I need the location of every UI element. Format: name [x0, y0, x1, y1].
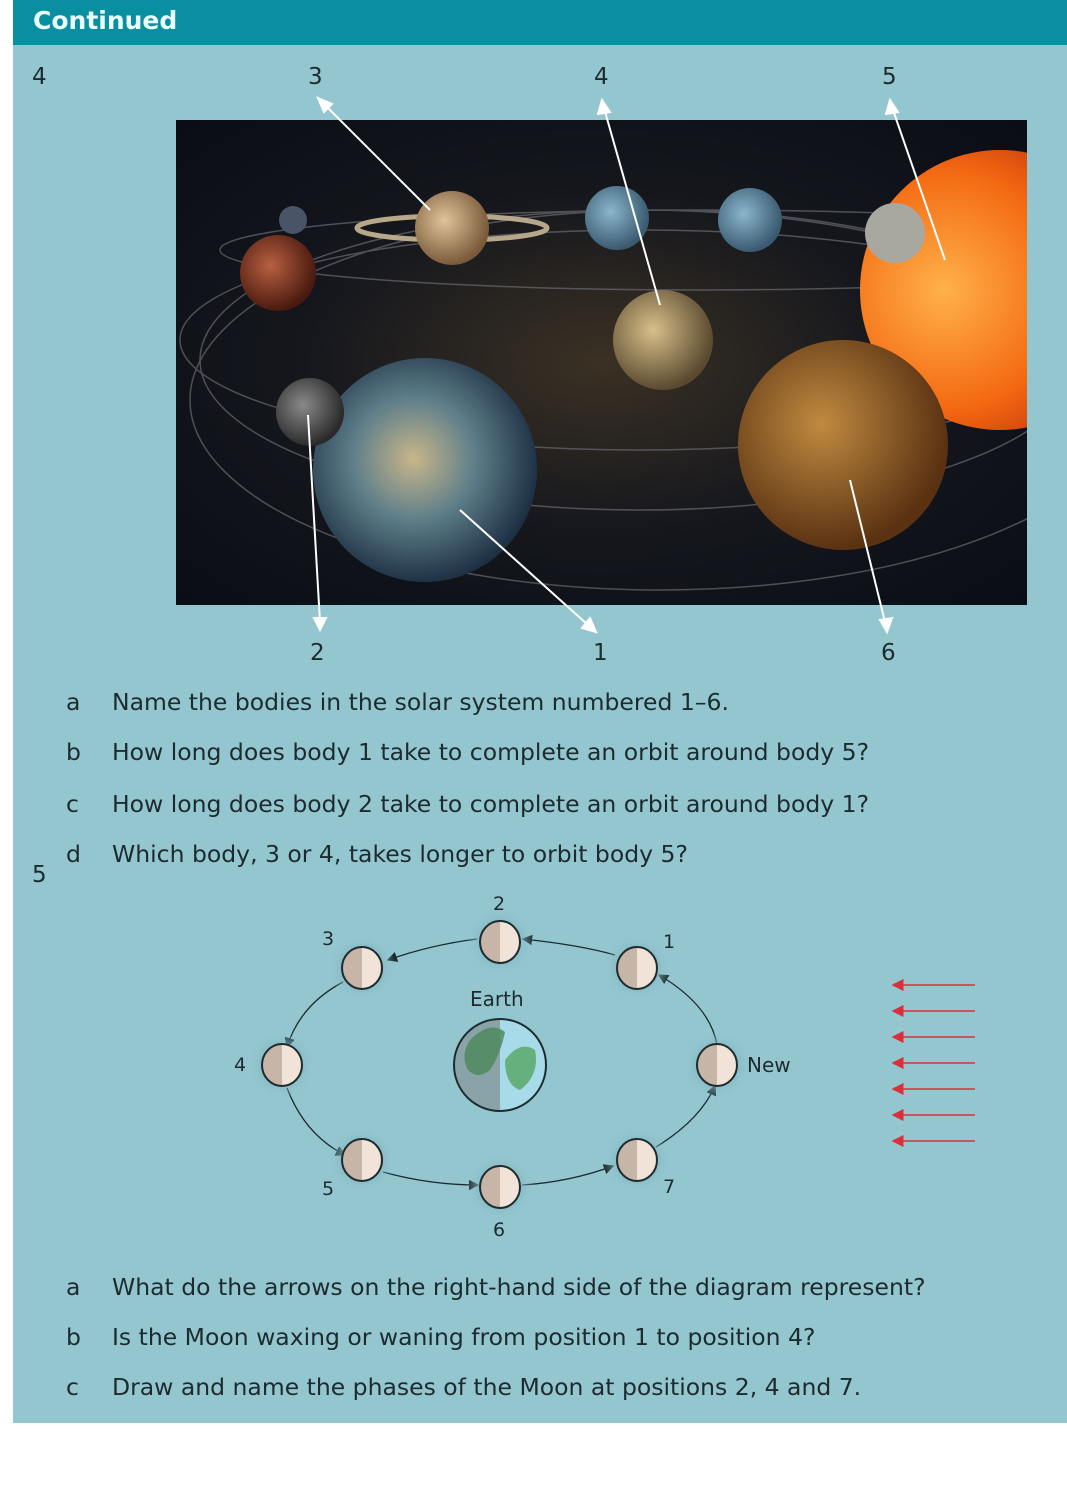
neptune-2 [718, 188, 782, 252]
label-4: 4 [594, 64, 609, 90]
label-5: 5 [882, 64, 897, 90]
uranus [585, 186, 649, 250]
question-4b: b How long does body 1 take to complete an orbit around body 5? [66, 738, 870, 766]
moon-position-1 [603, 934, 671, 1002]
question-5c: c Draw and name the phases of the Moon at positions 2, 4 and 7. [66, 1373, 862, 1401]
label-6: 6 [881, 640, 896, 666]
question-5-number: 5 [32, 862, 47, 888]
moon-position-new [683, 1031, 751, 1099]
question-4-number: 4 [32, 64, 47, 90]
moon-position-4 [248, 1031, 316, 1099]
new-moon-label: New [747, 1053, 791, 1077]
position-label-6: 6 [493, 1219, 506, 1241]
moon-position-3 [328, 934, 396, 1002]
header-title: Continued [33, 6, 178, 35]
question-5a: a What do the arrows on the right-hand side of the diagram represent? [66, 1273, 926, 1301]
position-label-1: 1 [663, 931, 676, 953]
venus [738, 340, 948, 550]
sunlight-arrows [902, 985, 975, 1141]
position-label-3: 3 [322, 928, 335, 950]
mars [240, 235, 316, 311]
saturn [415, 191, 489, 265]
mercury [613, 290, 713, 390]
question-4c: c How long does body 2 take to complete an orbit around body 1? [66, 790, 870, 818]
question-4a: a Name the bodies in the solar system numbered 1–6. [66, 688, 729, 716]
label-2: 2 [310, 640, 325, 666]
earth-label: Earth [470, 987, 524, 1011]
question-5b: b Is the Moon waxing or waning from position 1 to position 4? [66, 1323, 816, 1351]
position-label-5: 5 [322, 1178, 335, 1200]
position-label-7: 7 [663, 1176, 676, 1198]
position-label-2: 2 [493, 893, 506, 915]
label-1: 1 [593, 640, 608, 666]
moon-position-2 [466, 908, 534, 976]
moon-position-5 [328, 1126, 396, 1194]
moon-position-7 [603, 1126, 671, 1194]
moon-phase-diagram [0, 880, 1067, 1260]
position-label-4: 4 [234, 1054, 247, 1076]
moon-position-6 [466, 1153, 534, 1221]
earth-globe [454, 1019, 546, 1111]
question-4d: d Which body, 3 or 4, takes longer to orbit body 5? [66, 840, 688, 868]
jupiter [865, 203, 925, 263]
label-3: 3 [308, 64, 323, 90]
neptune [279, 206, 307, 234]
solar-system-image [0, 0, 1067, 700]
